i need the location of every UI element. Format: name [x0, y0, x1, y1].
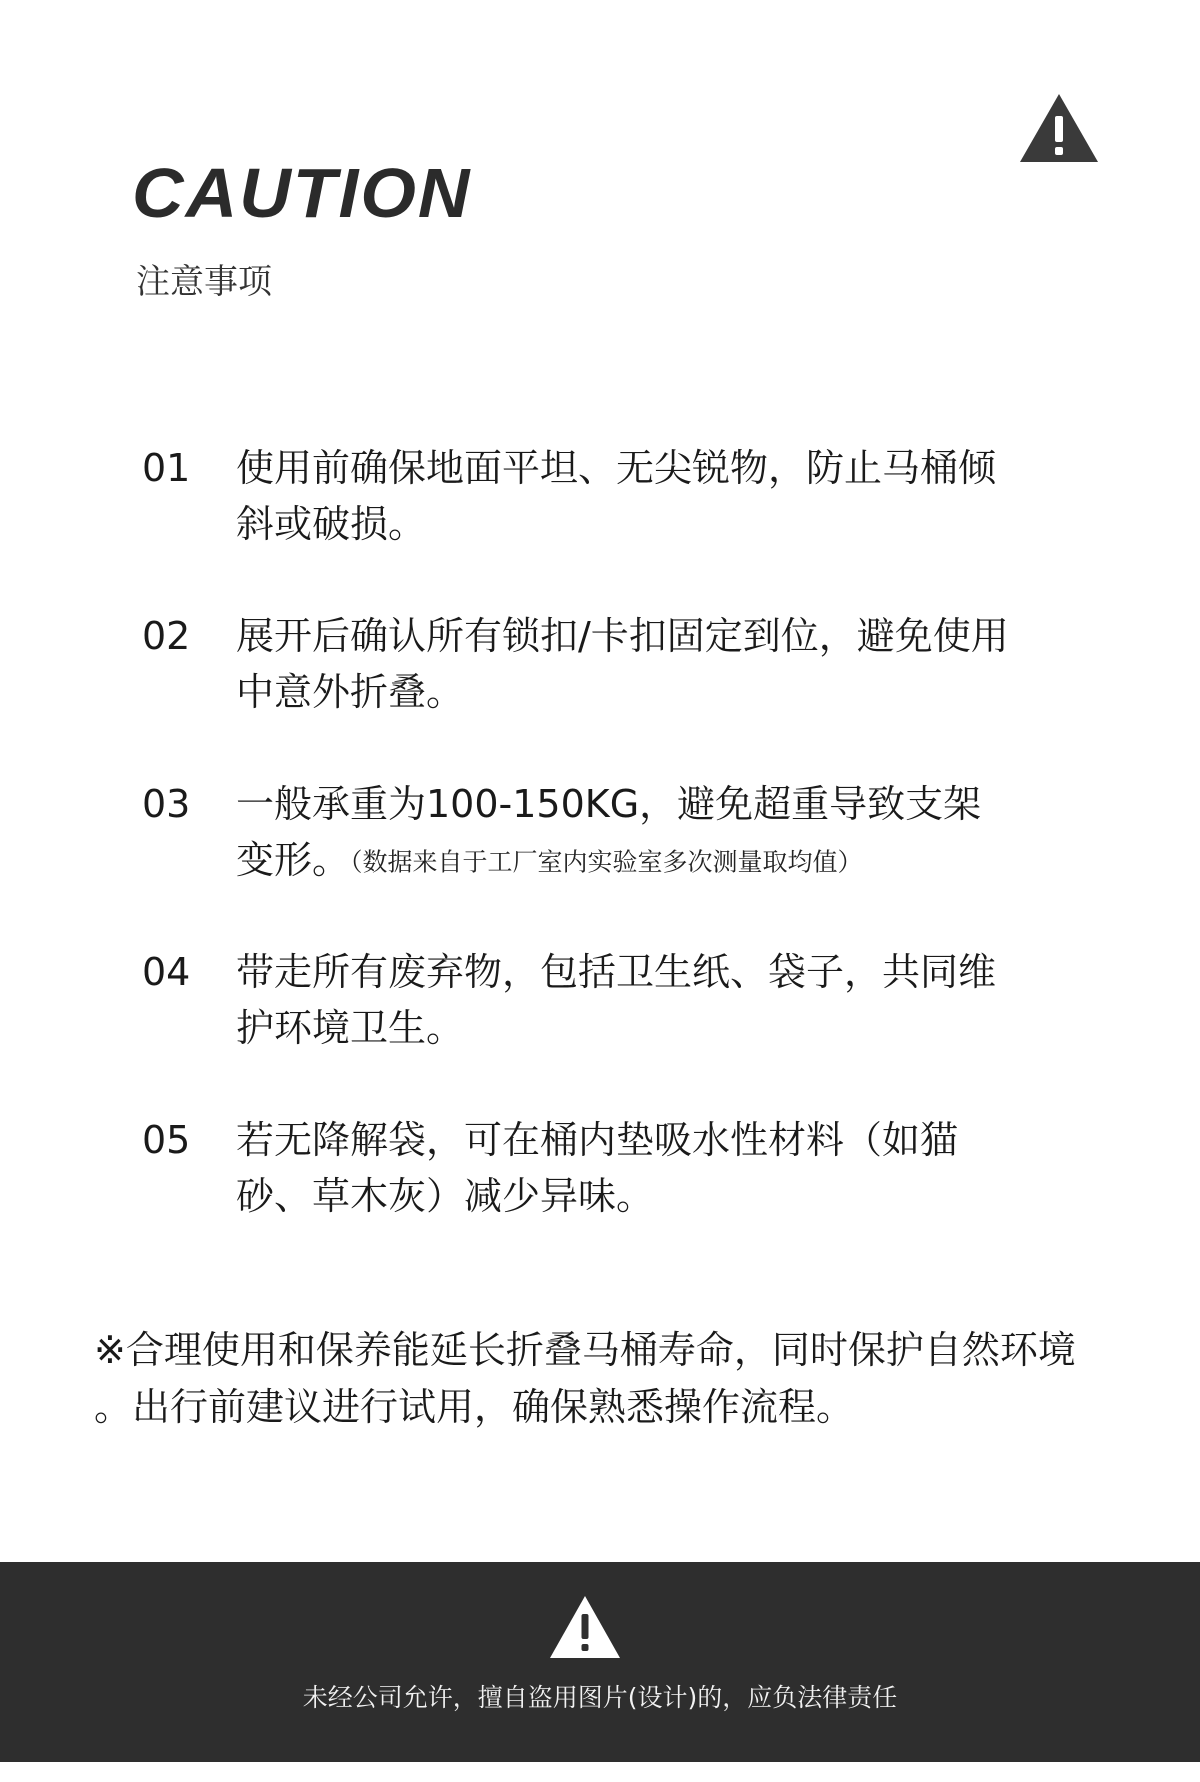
- copyright-notice: 未经公司允许，擅自盗用图片(设计)的，应负法律责任: [302, 1683, 898, 1712]
- item-number: 05: [142, 1118, 191, 1162]
- list-item: [142, 944, 1022, 1112]
- item-text: [236, 1112, 1016, 1224]
- item-text: [236, 440, 1016, 552]
- page-subtitle: 注意事项: [136, 262, 272, 302]
- item-text: [236, 776, 1016, 891]
- item-text: [236, 608, 1016, 720]
- warning-icon: [1018, 92, 1100, 164]
- item-number: 01: [142, 446, 191, 490]
- item-number: 02: [142, 614, 191, 658]
- item-number: 03: [142, 782, 191, 826]
- list-item: [142, 1112, 1022, 1280]
- item-body: 一般承重为100-150KG，避免超重导致支架变形。: [236, 782, 982, 882]
- item-body: 展开后确认所有锁扣/卡扣固定到位，避免使用中意外折叠。: [236, 614, 1009, 714]
- list-item: [142, 608, 1022, 776]
- list-item: [142, 776, 1022, 944]
- item-body: 使用前确保地面平坦、无尖锐物，防止马桶倾斜或破损。: [236, 446, 997, 546]
- item-number: 04: [142, 950, 191, 994]
- remark-text: ※合理使用和保养能延长折叠马桶寿命，同时保护自然环境 。出行前建议进行试用，确保熟悉操作流程。: [94, 1328, 1076, 1429]
- item-note: （数据来自于工厂室内实验室多次测量取均值）: [350, 847, 863, 877]
- item-text: [236, 944, 1016, 1056]
- caution-title: CAUTION: [132, 154, 472, 232]
- list-item: [142, 440, 1022, 608]
- item-body: 若无降解袋，可在桶内垫吸水性材料（如猫砂、草木灰）减少异味。: [236, 1118, 959, 1218]
- warning-icon: [548, 1594, 622, 1660]
- caution-list: [142, 440, 1022, 1280]
- item-body: 带走所有废弃物，包括卫生纸、袋子，共同维护环境卫生。: [236, 950, 997, 1050]
- copyright-footer: [0, 1562, 1200, 1762]
